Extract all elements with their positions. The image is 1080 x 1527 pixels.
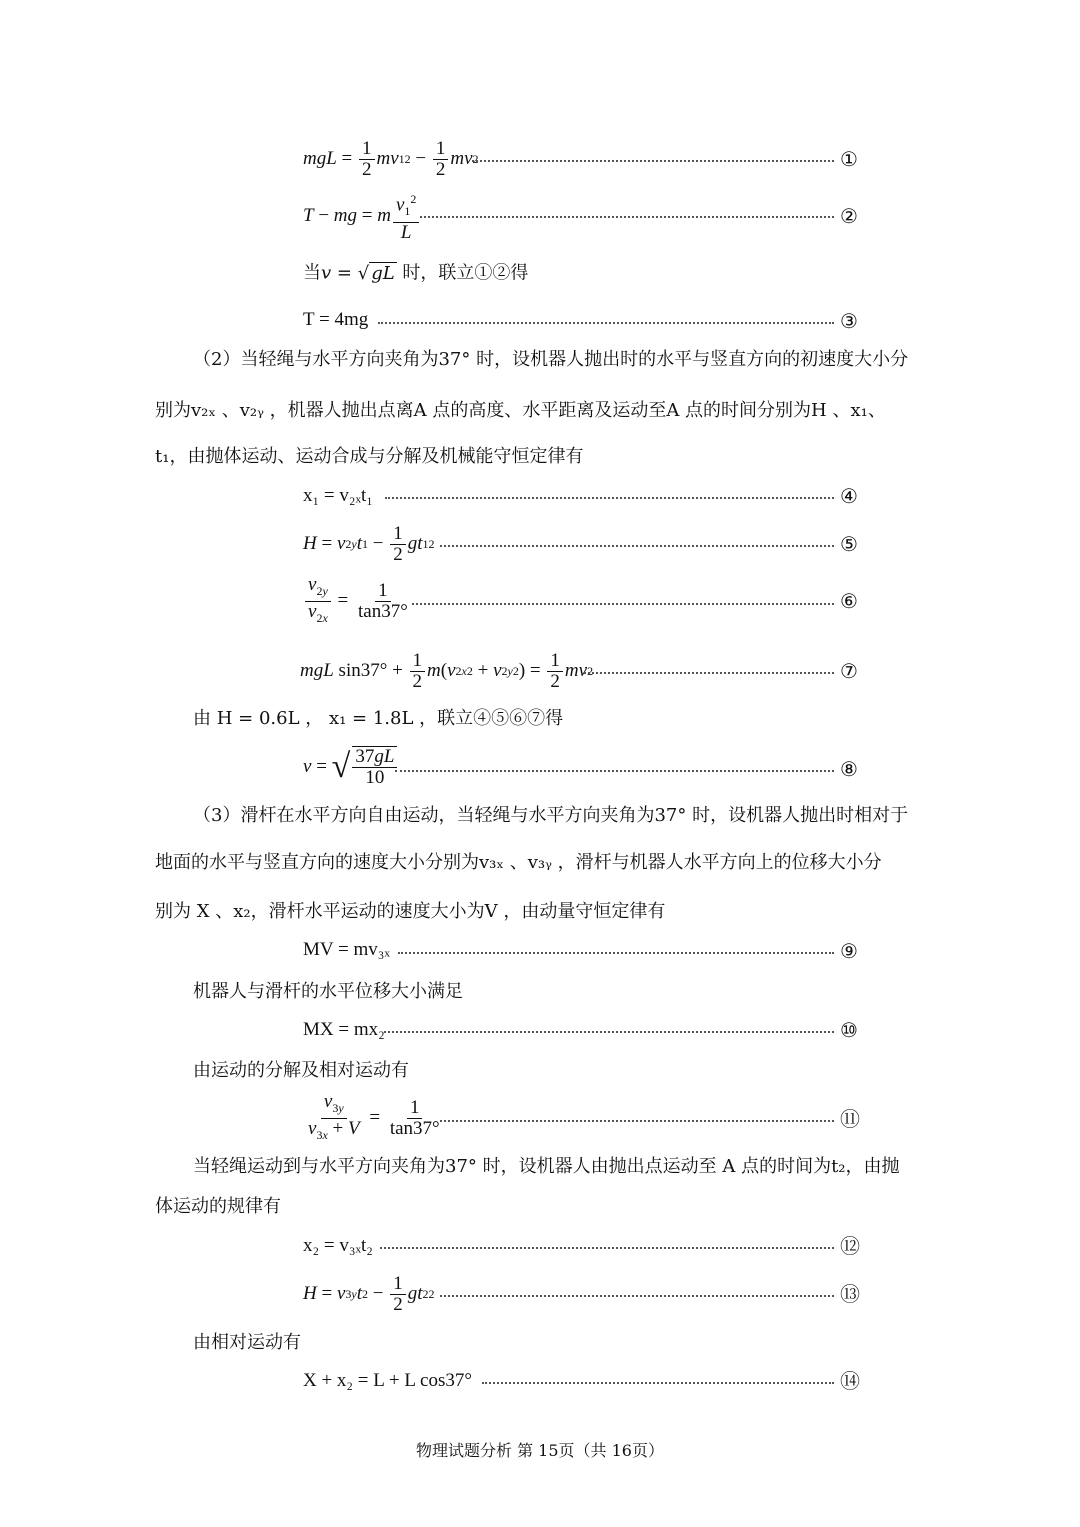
text-line-3: 别为v₂ₓ 、v₂ᵧ ，机器人抛出点离A 点的高度、水平距离及运动至A 点的时间分别为H 、x₁、	[155, 400, 886, 421]
leader-12	[380, 1247, 834, 1249]
text-line-4: t₁，由抛体运动、运动合成与分解及机械能守恒定律有	[155, 446, 584, 467]
marker-14: ⑭	[840, 1369, 860, 1393]
leader-6	[412, 603, 834, 605]
equation-14-render: X + x₂ = L + L cos37°	[303, 1370, 472, 1391]
equation-5	[303, 522, 435, 566]
text-line-13: 由相对运动有	[193, 1332, 301, 1353]
equation-9-render: MV = mv₃ₓ	[303, 939, 390, 960]
equation-3	[303, 308, 368, 332]
equation-12-render: x₂ = v₃ₓt₂	[303, 1235, 373, 1256]
equation-4-render: x₁ = v₂ₓt₁	[303, 485, 373, 506]
text-line-7: 地面的水平与竖直方向的速度大小分别为v₃ₓ 、v₃ᵧ ，滑杆与机器人水平方向上的位移大小分	[155, 852, 882, 873]
equation-7-render: mgL sin37° + $\frac{1}{2}$ m ( v 2x 2 + v 2y 2 ) = $\frac{1}{2}$ mv 2	[300, 649, 594, 692]
equation-8	[303, 742, 399, 792]
marker-9: ⑨	[840, 939, 858, 963]
leader-14	[482, 1382, 834, 1384]
leader-7	[584, 672, 834, 674]
marker-12: ⑫	[840, 1234, 860, 1258]
text-line-5: 由 H = 0.6L ， x₁ = 1.8L ，联立④⑤⑥⑦得	[193, 708, 564, 729]
equation-2-render: T − mg = m $\frac{v_1^2}{L}$	[303, 189, 421, 242]
text-line-9: 机器人与滑杆的水平位移大小满足	[193, 981, 463, 1002]
equation-11	[303, 1090, 445, 1142]
text-line-11: 当轻绳运动到与水平方向夹角为37° 时，设机器人由抛出点运动至 A 点的时间为t₂，由抛	[193, 1156, 900, 1177]
marker-13: ⑬	[840, 1282, 860, 1306]
equation-13-render: H = v 3y t 2 − $\frac{1}{2}$ gt 2 2	[303, 1272, 435, 1315]
text-line-2: （2）当轻绳与水平方向夹角为37° 时，设机器人抛出时的水平与竖直方向的初速度大小分	[193, 349, 909, 370]
text-line-10: 由运动的分解及相对运动有	[193, 1060, 409, 1081]
marker-11: ⑪	[840, 1107, 860, 1131]
equation-6-render: $\frac{v_{2y}}{v_{2x}}$ = $\frac{1}{\tan 37^\circ}$	[303, 575, 413, 628]
leader-2	[420, 216, 834, 218]
leader-13	[440, 1295, 834, 1297]
equation-10-render: MX = mx₂	[303, 1019, 385, 1040]
marker-1: ①	[840, 147, 858, 171]
marker-4: ④	[840, 484, 858, 508]
equation-1-render: mgL = $\frac{1}{2}$ mv 1 2 − $\frac{1}{2}$ mv 2	[303, 137, 479, 180]
equation-4	[303, 484, 373, 508]
leader-5	[440, 545, 834, 547]
leader-9	[398, 952, 834, 954]
equation-9	[303, 938, 390, 962]
text-line-1: 当v = √ gL 时，联立①②得	[303, 262, 529, 284]
marker-3: ③	[840, 309, 858, 333]
equation-2	[303, 192, 421, 243]
text-line-12: 体运动的规律有	[155, 1196, 281, 1217]
marker-6: ⑥	[840, 589, 858, 613]
equation-1	[303, 138, 479, 180]
leader-1	[472, 160, 834, 162]
leader-4	[385, 497, 834, 499]
leader-11	[440, 1120, 834, 1122]
equation-6	[303, 573, 413, 625]
equation-11-render: $\frac{v_{3y}}{v_{3x} + V}$ = $\frac{1}{\tan 37^\circ}$	[308, 1090, 440, 1142]
equation-5-render: H = v 2y t 1 − $\frac{1}{2}$ gt 1 2	[303, 522, 435, 565]
equation-7	[300, 648, 593, 694]
page-footer: 物理试题分析 第 15页（共 16页）	[416, 1441, 664, 1460]
marker-7: ⑦	[840, 659, 858, 683]
equation-12	[303, 1234, 373, 1258]
marker-8: ⑧	[840, 757, 858, 781]
equation-14	[303, 1369, 472, 1393]
leader-10	[384, 1031, 834, 1033]
equation-8-render: v = √ $\frac{37gL}{10}$	[303, 746, 399, 788]
marker-2: ②	[840, 204, 858, 228]
equation-13	[303, 1272, 435, 1316]
text-line-6: （3）滑杆在水平方向自由运动，当轻绳与水平方向夹角为37° 时，设机器人抛出时相对于	[193, 805, 909, 826]
equation-3-render: T = 4mg	[303, 309, 369, 330]
equation-10	[303, 1018, 385, 1042]
marker-5: ⑤	[840, 532, 858, 556]
text-line-8: 别为 X 、x₂，滑杆水平运动的速度大小为V ，由动量守恒定律有	[155, 901, 666, 922]
leader-3	[378, 322, 834, 324]
marker-10: ⑩	[840, 1018, 858, 1042]
leader-8	[395, 770, 834, 772]
